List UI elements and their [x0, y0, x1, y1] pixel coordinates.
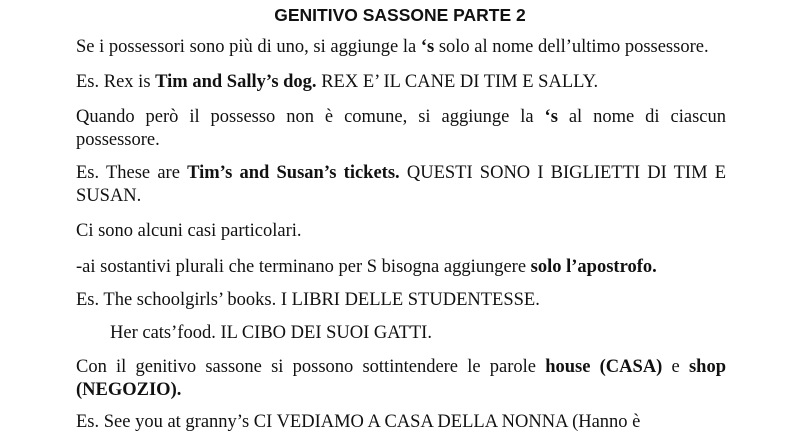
text: solo al nome dell’ultimo possessore.	[434, 37, 709, 57]
text: REX E’ IL CANE DI TIM E SALLY.	[316, 72, 599, 92]
example-separate-possession-line1	[76, 162, 726, 185]
page-title: GENITIVO SASSONE PARTE 2	[274, 5, 526, 25]
example-schoolgirls: Es. The schoolgirls’ books. I LIBRI DELLE STUDENTESSE.	[76, 290, 540, 310]
paragraph-plural-nouns	[76, 256, 726, 279]
text: Con il genitivo sassone si possono sottintendere le parole	[76, 357, 546, 377]
text: Es. Rex is	[76, 72, 156, 92]
bold-text: solo l’apostrofo.	[530, 257, 657, 277]
example-shared-possession	[76, 71, 726, 94]
bold-text: shop	[688, 357, 726, 377]
bold-text: Tim and Sally’s dog.	[155, 72, 317, 92]
text: Se i possessori sono più di uno, si aggiunge la	[76, 37, 421, 57]
example-granny-cutoff: Es. See you at granny’s CI VEDIAMO A CASA DELLA NONNA (Hanno è	[76, 412, 641, 432]
text: Quando però il possesso non è comune, si aggiunge la	[76, 107, 545, 127]
text: Es. These are	[76, 163, 188, 183]
bold-text: house (CASA)	[545, 357, 663, 377]
paragraph-implied-words-line1	[76, 356, 726, 379]
example-cats-food: Her cats’food. IL CIBO DEI SUOI GATTI.	[110, 323, 432, 343]
text: QUESTI SONO I BIGLIETTI DI TIM E	[399, 163, 726, 183]
example-separate-possession-line2: SUSAN.	[76, 186, 142, 206]
paragraph-separate-possession-line1	[76, 106, 726, 129]
bold-text: ‘s	[420, 37, 435, 57]
paragraph-separate-possession-line2: possessore.	[76, 130, 160, 150]
paragraph-special-cases: Ci sono alcuni casi particolari.	[76, 221, 302, 241]
paragraph-plural-owners	[76, 36, 726, 59]
text: -ai sostantivi plurali che terminano per S bisogna aggiungere	[76, 257, 531, 277]
text: al nome di ciascun	[557, 107, 726, 127]
text: e	[662, 357, 689, 377]
bold-text: ‘s	[544, 107, 558, 127]
bold-text: (NEGOZIO).	[76, 380, 182, 400]
paragraph-implied-words-line2	[76, 379, 726, 402]
bold-text: Tim’s and Susan’s tickets.	[187, 163, 400, 183]
